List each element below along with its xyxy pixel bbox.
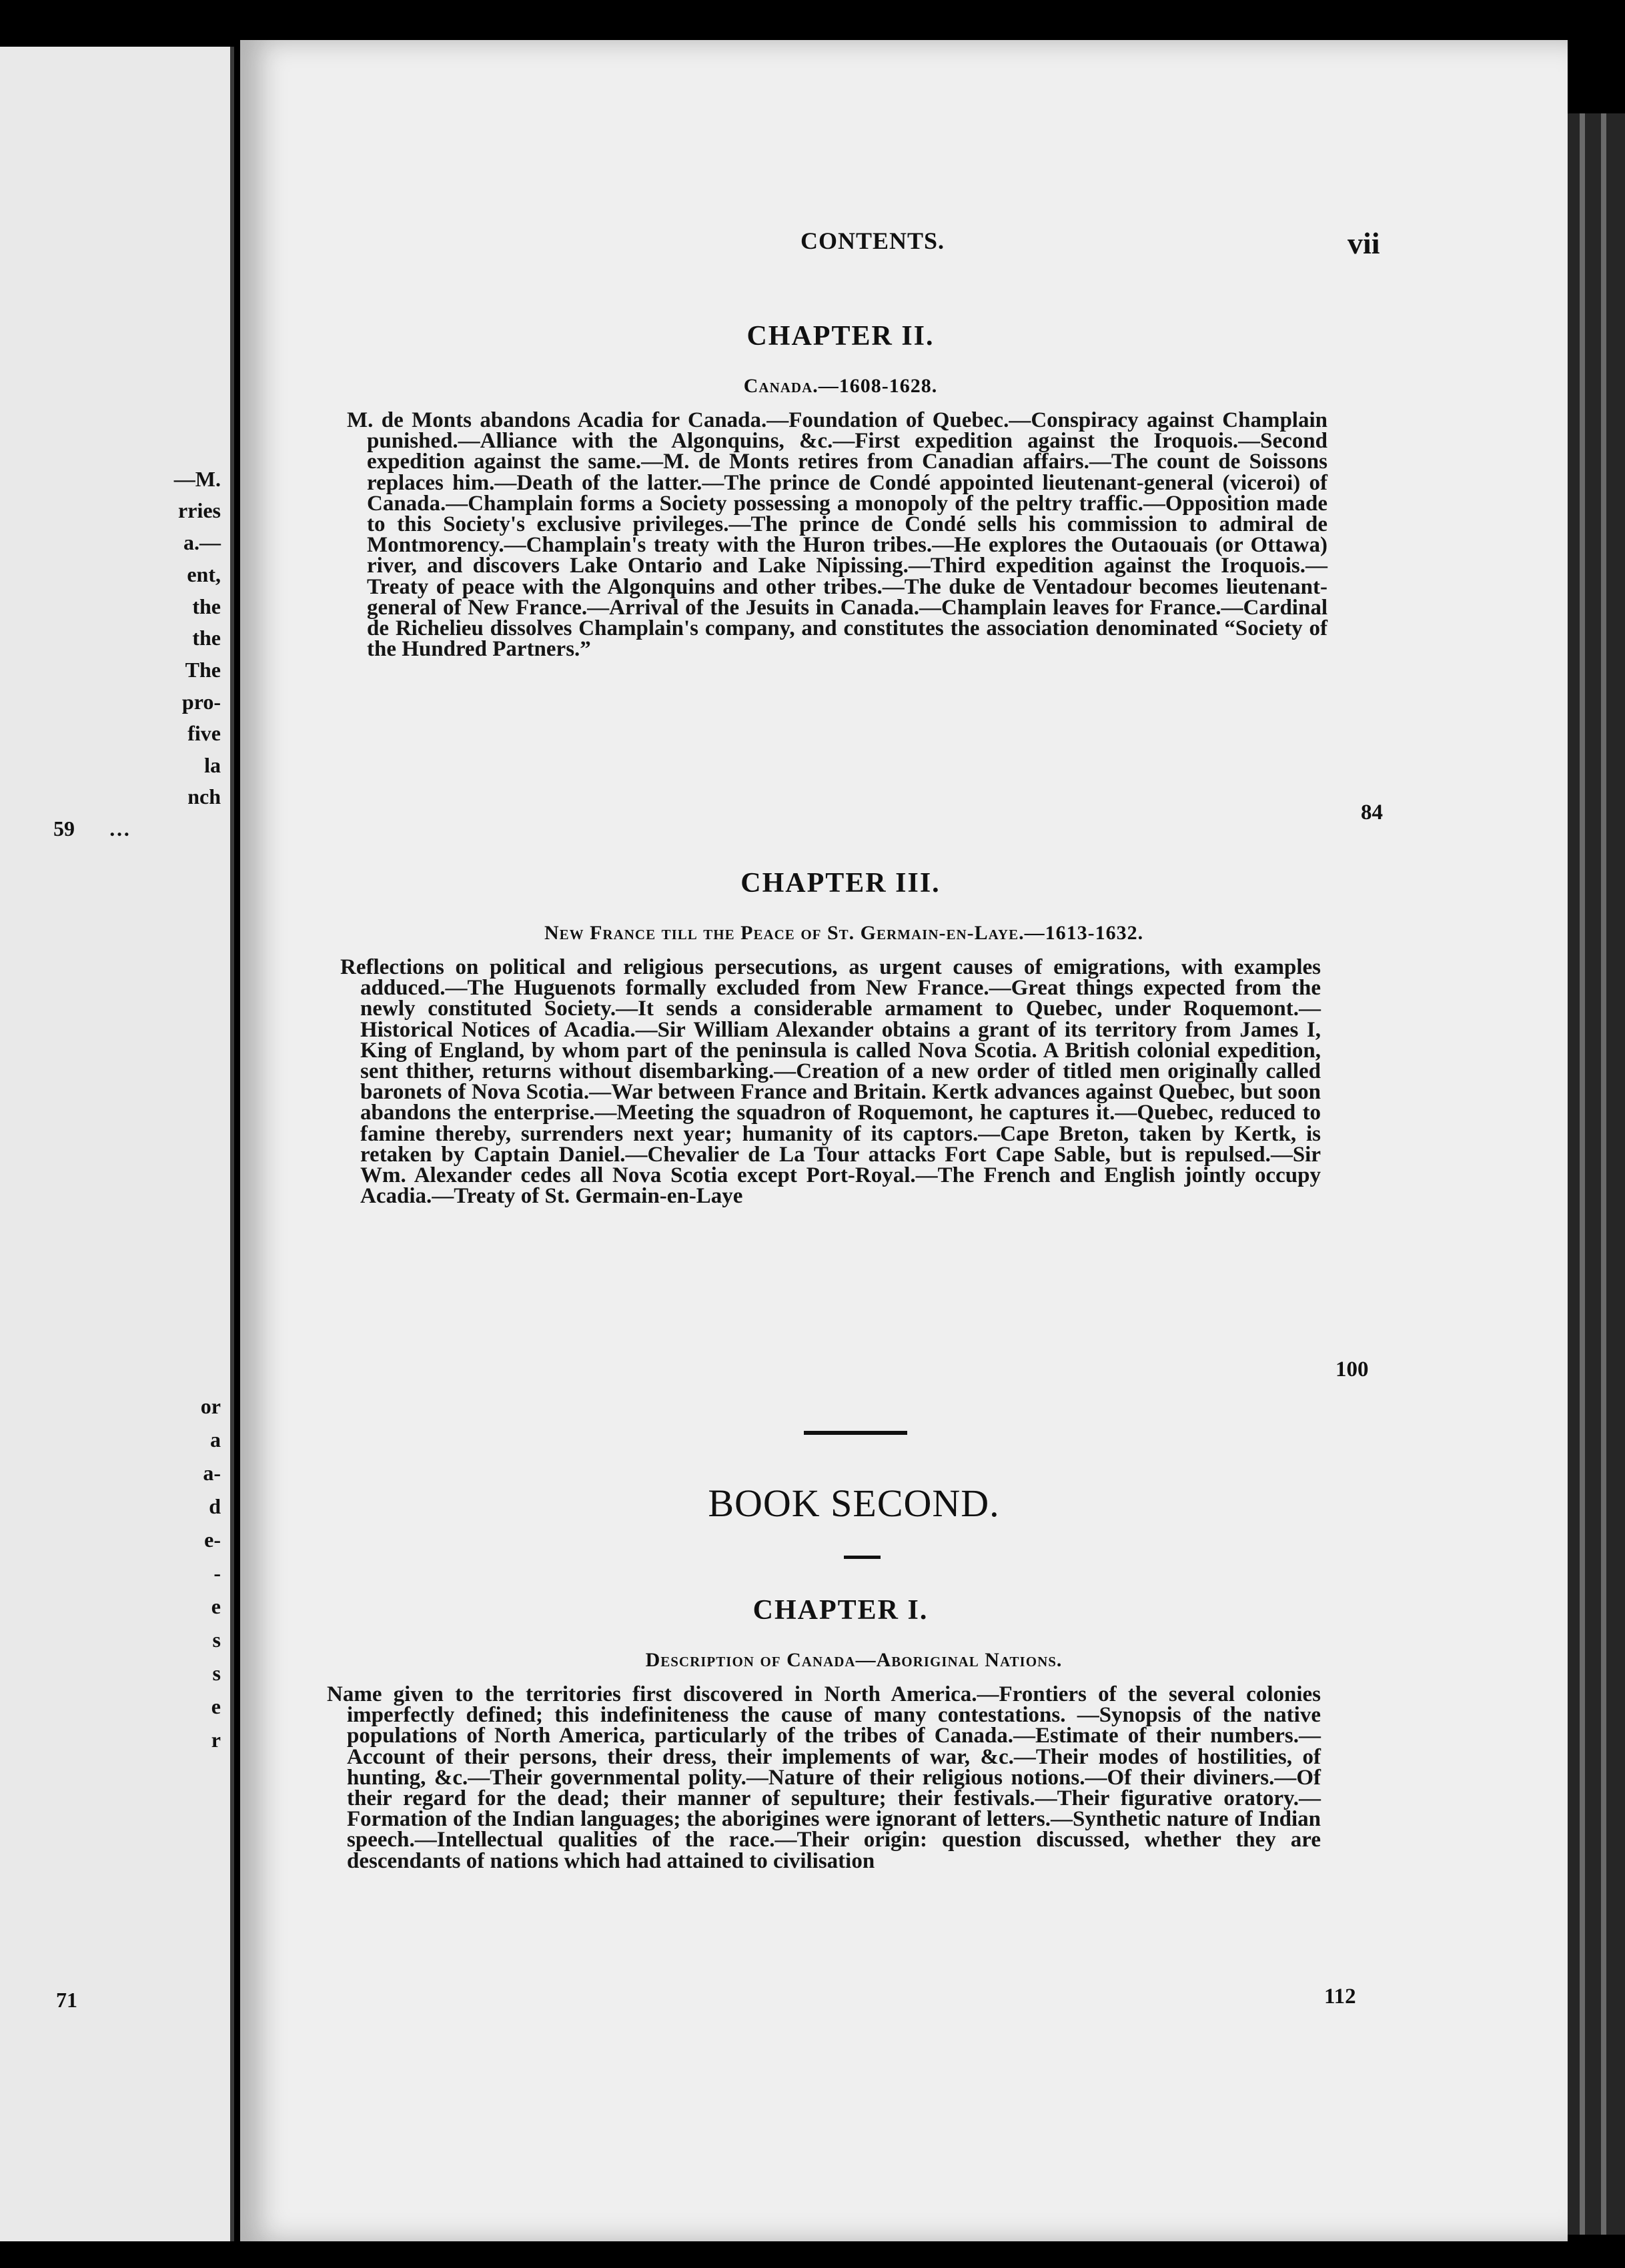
left-fragment: The [185, 658, 221, 682]
chapter-title: CHAPTER II. [746, 321, 935, 352]
chapter-subtitle: New France till the Peace of St. Germain-en-Laye.—1613-1632. [544, 922, 1144, 944]
left-fragment: a.— [183, 530, 221, 554]
left-fragment: d [209, 1494, 221, 1518]
chapter-title: CHAPTER III. [740, 868, 941, 899]
chapter-subtitle: Canada.—1608-1628. [743, 375, 938, 397]
left-fragment: - [213, 1561, 221, 1585]
left-fragment: —M. [173, 467, 221, 491]
page-edge-strip [1580, 113, 1585, 2235]
running-head: CONTENTS. [800, 227, 945, 254]
page-edge-strip [1601, 113, 1606, 2235]
left-fragment: rries [178, 498, 221, 522]
section-rule [804, 1431, 907, 1435]
book-title: BOOK SECOND. [708, 1482, 1000, 1525]
left-fragment: s [212, 1628, 221, 1652]
page-folio: vii [1347, 226, 1380, 260]
left-fragment: a- [203, 1461, 221, 1485]
left-fragment: pro- [181, 690, 221, 714]
left-page-number: 71 [56, 1988, 77, 2012]
chapter-summary: Reflections on political and religious persecutions, as urgent causes of emigrations, with examples adduced.—The Huguenots formally excluded from New France.—Great things expected from the newly constituted Society.—It sends a considerable armament to Quebec, under Roquemont.—Historical Notices of Acadia.—Sir William Alexander obtains a grant of its territory from James I, King of England, by whom part of the peninsula is called Nova Scotia. A British colonial expedition, sent thither, returns without disembarking.—Creation of a new order of titled men originally called baronets of Nova Scotia.—War between France and Britain. Kertk advances against Quebec, but soon abandons the enterprise.—Meeting the squadron of Roquemont, he captures it.—Quebec, reduced to famine thereby, surrenders next year; humanity of its captors.—Cape Breton, taken by Kertk, is retaken by Captain Daniel.—Chevalier de La Tour attacks Fort Cape Sable, but is repulsed.—Sir Wm. Alexander cedes all Nova Scotia except Port-Royal.—The French and English jointly occupy Acadia.—Treaty of St. Germain-en-Laye [340, 955, 1321, 1209]
left-fragment: the [192, 594, 221, 618]
left-page-edge [0, 47, 234, 2241]
page-reference: 100 [1335, 1357, 1369, 1381]
left-fragment: r [211, 1728, 221, 1752]
page-reference: 112 [1324, 1985, 1356, 2009]
short-rule [844, 1556, 881, 1559]
left-fragment: e [211, 1594, 221, 1618]
left-fragment: five [187, 721, 221, 745]
chapter-summary: Name given to the territories first discovered in North America.—Frontiers of the several colonies imperfectly defined; this indefiniteness the cause of many contestations. —Synopsis of the native populations of North America, particularly of the tribes of Canada.—Estimate of their numbers.—Account of their persons, their dress, their implements of war, &c.—Their modes of hostilities, of hunting, &c.—Their governmental polity.—Nature of their religious notions.—Of their diviners.—Of their regard for the dead; their manner of sepulture; their festivals.—Their figurative oratory.—Formation of the Indian languages; the aborigines were ignorant of letters.—Synthetic nature of Indian speech.—Intellectual qualities of the race.—Their origin: question discussed, whether they are descendants of nations which had attained to civilisation [327, 1682, 1321, 1873]
left-fragment: nch [187, 784, 221, 808]
left-page-number: 59 [53, 816, 75, 840]
left-fragment: e- [204, 1528, 221, 1552]
left-fragment: … [109, 816, 130, 840]
chapter-title: CHAPTER I. [752, 1595, 929, 1626]
left-fragment: a [210, 1428, 221, 1452]
chapter-subtitle: Description of Canada—Aboriginal Nations. [645, 1649, 1063, 1671]
left-fragment: la [204, 753, 221, 777]
left-fragment: s [212, 1661, 221, 1685]
book-edge [1568, 113, 1625, 2235]
left-fragment: ent, [187, 562, 221, 586]
contents-page [240, 40, 1568, 2241]
left-fragment: e [211, 1694, 221, 1718]
left-fragment: the [192, 626, 221, 650]
chapter-summary: M. de Monts abandons Acadia for Canada.—Foundation of Quebec.—Conspiracy against Champlain punished.—Alliance with the Algonquins, &c.—First expedition against the Iroquois.—Second expedition against the same.—M. de Monts retires from Canadian affairs.—The count de Soissons replaces him.—Death of the latter.—The prince de Condé appointed lieutenant-general (viceroi) of Canada.—Champlain forms a Society possessing a monopoly of the peltry traffic.—Opposition made to this Society's exclusive privileges.—The prince de Condé sells his commission to admiral de Montmorency.—Champlain's treaty with the Huron tribes.—He explores the Outaouais (or Ottawa) river, and discovers Lake Ontario and Lake Nipissing.—Third expedition against the Iroquois.—Treaty of peace with the Algonquins and other tribes.—The duke de Ventadour becomes lieutenant-general of New France.—Arrival of the Jesuits in Canada.—Champlain leaves for France.—Cardinal de Richelieu dissolves Champlain's company, and constitutes the association denominated “Society of the Hundred Partners.” [347, 408, 1327, 662]
page-reference: 84 [1361, 800, 1383, 824]
left-fragment: or [200, 1394, 221, 1418]
